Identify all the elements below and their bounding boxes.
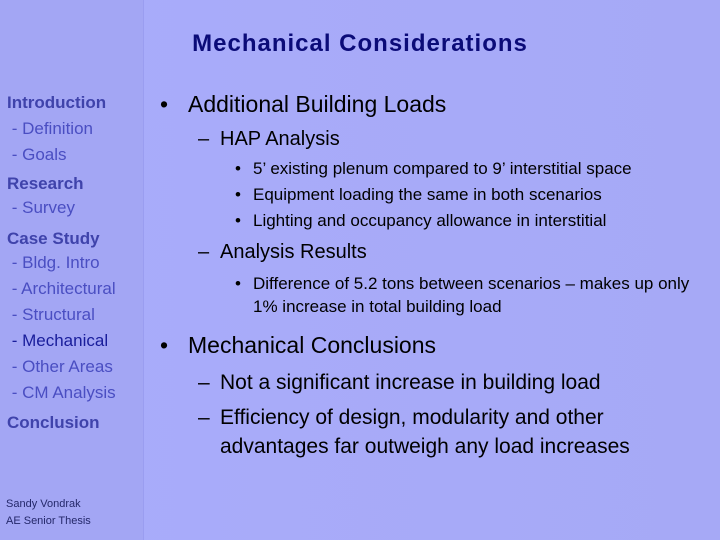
nav-item-introduction[interactable]: Introduction — [7, 93, 107, 112]
item-plenum — [235, 159, 710, 179]
item-lighting — [235, 211, 710, 231]
item-text: Equipment loading the same in both scenarios — [253, 185, 602, 204]
slide-content — [160, 86, 710, 461]
sub-bullet-efficiency — [198, 403, 710, 461]
item-text: 5’ existing plenum compared to 9’ interstitial space — [253, 159, 632, 178]
footer — [6, 496, 91, 530]
bullet-glyph: • — [235, 185, 241, 204]
bullet-mech-conclusions — [160, 332, 710, 359]
bullet-glyph: • — [160, 91, 169, 117]
bullet-glyph: • — [235, 274, 241, 293]
nav-item-survey[interactable]: - Survey — [7, 198, 76, 217]
nav-item-other-areas[interactable]: - Other Areas — [7, 357, 113, 376]
nav-item-architectural[interactable]: - Architectural — [7, 279, 116, 298]
bullet-text: Mechanical Conclusions — [188, 332, 437, 358]
thesis-label: AE Senior Thesis — [6, 515, 91, 527]
item-text: Difference of 5.2 tons between scenarios – makes up only 1% increase in total building load — [253, 274, 690, 316]
sub-bullet-results — [198, 241, 710, 264]
item-text: Lighting and occupancy allowance in interstitial — [253, 211, 607, 230]
sub-bullet-hap — [198, 128, 710, 151]
nav-item-structural[interactable]: - Structural — [7, 305, 95, 324]
item-difference — [235, 272, 710, 318]
slide-title: Mechanical Considerations — [192, 30, 528, 57]
dash-glyph: – — [198, 128, 210, 150]
nav-item-definition[interactable]: - Definition — [7, 119, 93, 138]
nav-item-mechanical[interactable]: - Mechanical — [7, 331, 109, 350]
sub-bullet-not-significant — [198, 371, 710, 395]
item-equipment — [235, 185, 710, 205]
nav-item-bldg-intro[interactable]: - Bldg. Intro — [7, 253, 100, 272]
sub-bullet-text: HAP Analysis — [220, 128, 340, 150]
sidebar-nav — [7, 90, 116, 436]
bullet-glyph: • — [160, 332, 169, 358]
sub-bullet-text: Not a significant increase in building load — [220, 371, 601, 394]
nav-item-cm-analysis[interactable]: - CM Analysis — [7, 383, 116, 402]
dash-glyph: – — [198, 241, 210, 263]
dash-glyph: – — [198, 371, 210, 394]
bullet-text: Additional Building Loads — [188, 91, 447, 117]
bullet-additional-loads — [160, 91, 710, 118]
nav-item-case-study[interactable]: Case Study — [7, 229, 100, 248]
dash-glyph: – — [198, 406, 210, 429]
bullet-glyph: • — [235, 159, 241, 178]
sub-bullet-text: Analysis Results — [220, 241, 367, 263]
nav-item-goals[interactable]: - Goals — [7, 145, 67, 164]
sub-bullet-text: Efficiency of design, modularity and other advantages far outweigh any load increases — [220, 406, 630, 458]
nav-item-research[interactable]: Research — [7, 174, 84, 193]
author-name: Sandy Vondrak — [6, 498, 81, 510]
bullet-glyph: • — [235, 211, 241, 230]
nav-item-conclusion[interactable]: Conclusion — [7, 413, 100, 432]
